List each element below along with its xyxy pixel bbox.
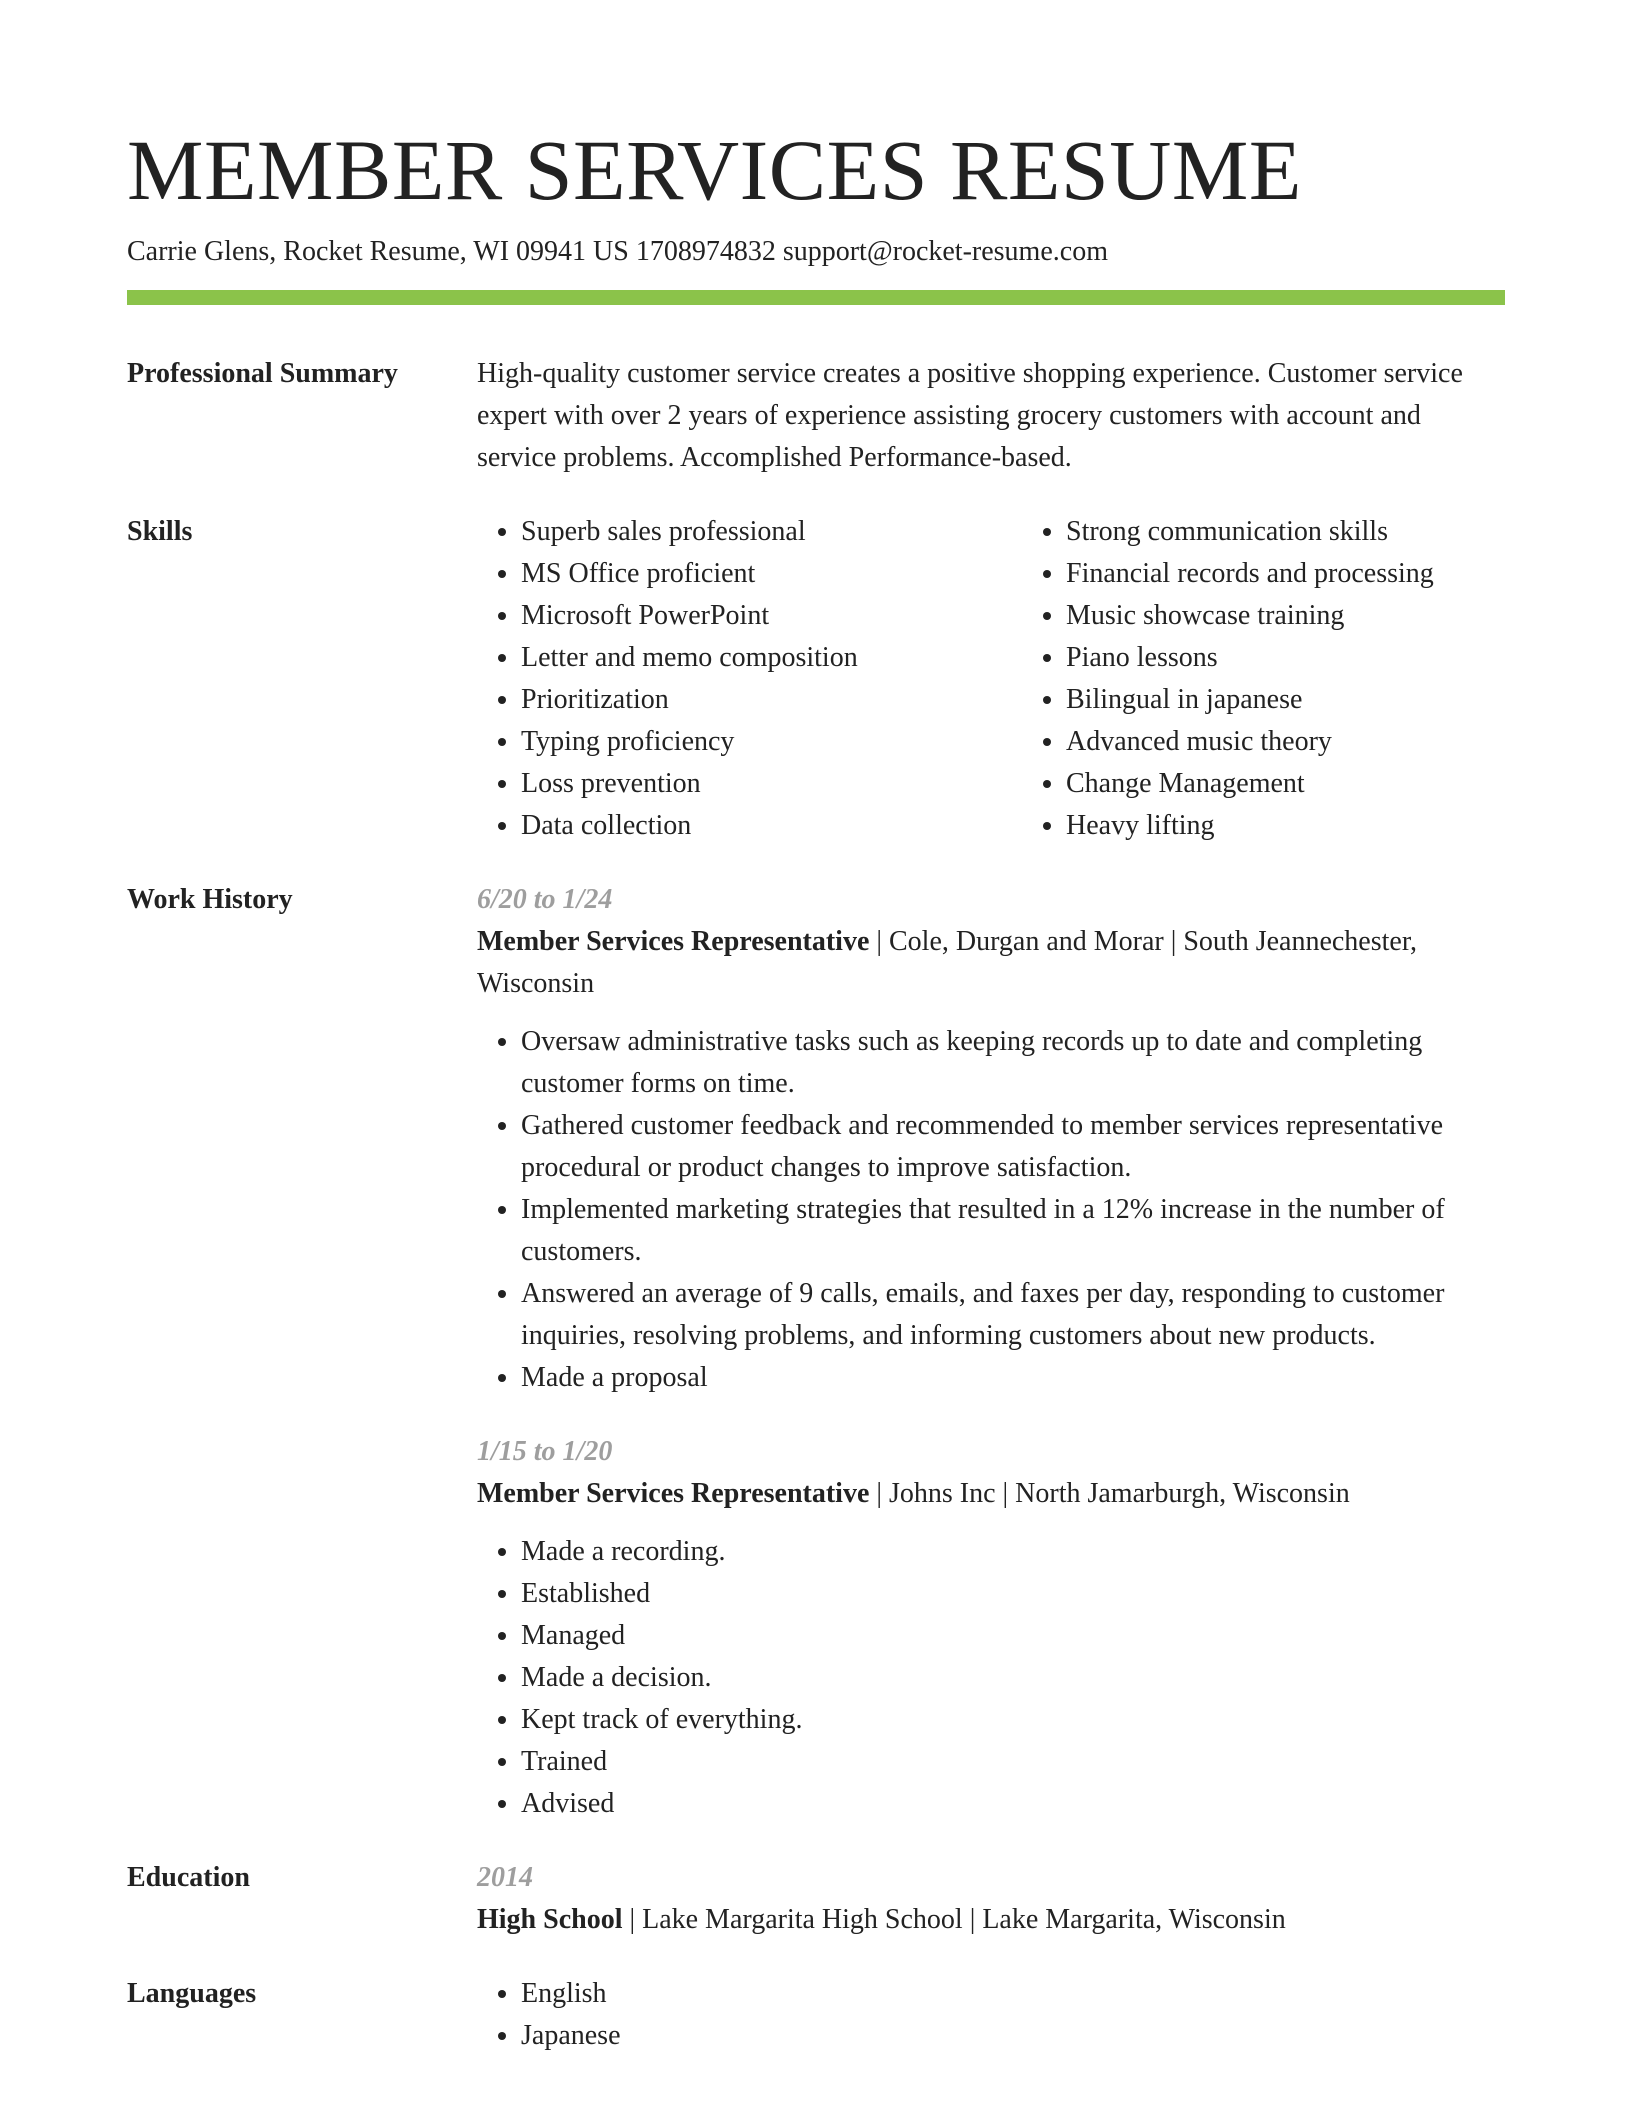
job-bullet: • Advised <box>521 1783 1505 1825</box>
section-label: Skills <box>127 516 193 547</box>
skill-item: • Advanced music theory <box>1066 721 1567 763</box>
job-entry <box>477 1431 1505 1825</box>
skills-columns <box>477 511 1567 847</box>
job-bullet: • Trained <box>521 1741 1505 1783</box>
job-bullet: • Made a proposal <box>521 1357 1505 1399</box>
job-dates: 1/15 to 1/20 <box>477 1436 613 1467</box>
job-bullet: • Kept track of everything. <box>521 1699 1505 1741</box>
section-label: Professional Summary <box>127 358 398 389</box>
section-label: Work History <box>127 884 293 915</box>
job-bullet: • Gathered customer feedback and recommended to member services representative procedural or product changes to improve satisfaction. <box>521 1105 1505 1189</box>
skill-item: • Data collection <box>521 805 1022 847</box>
language-item: • Japanese <box>521 2015 1505 2057</box>
skill-item: • Heavy lifting <box>1066 805 1567 847</box>
education-content <box>477 1857 1505 1941</box>
education-year: 2014 <box>477 1862 533 1893</box>
summary-text: High-quality customer service creates a positive shopping experience. Customer service expert with over 2 years of experience assisting grocery customers with account and service problems. Accomplished Performance-based. <box>477 358 1463 473</box>
education-degree: High School <box>477 1904 623 1935</box>
languages-list <box>477 1973 1505 2057</box>
skill-item: • Change Management <box>1066 763 1567 805</box>
language-item: • English <box>521 1973 1505 2015</box>
skill-item: • Typing proficiency <box>521 721 1022 763</box>
languages-content <box>477 1973 1505 2057</box>
job-bullet: • Answered an average of 9 calls, emails, and faxes per day, responding to customer inquiries, resolving problems, and informing customers about new products. <box>521 1273 1505 1357</box>
header-divider <box>127 290 1505 305</box>
resume-title: MEMBER SERVICES RESUME <box>127 122 1302 218</box>
job-bullet: • Oversaw administrative tasks such as keeping records up to date and completing customer forms on time. <box>521 1021 1505 1105</box>
contact-line: Carrie Glens, Rocket Resume, WI 09941 US 1708974832 support@rocket-resume.com <box>127 236 1108 267</box>
skill-item: • Music showcase training <box>1066 595 1567 637</box>
job-heading <box>477 1473 1505 1515</box>
job-bullets <box>477 1021 1505 1399</box>
section-label: Education <box>127 1862 250 1893</box>
job-bullet: • Implemented marketing strategies that resulted in a 12% increase in the number of customers. <box>521 1189 1505 1273</box>
skill-item: • Financial records and processing <box>1066 553 1567 595</box>
skill-item: • Superb sales professional <box>521 511 1022 553</box>
job-heading <box>477 921 1505 1005</box>
summary-section <box>127 353 1505 479</box>
job-dates: 6/20 to 1/24 <box>477 884 613 915</box>
skill-item: • Microsoft PowerPoint <box>521 595 1022 637</box>
skills-section <box>127 511 1505 847</box>
education-heading <box>477 1899 1505 1941</box>
job-bullet: • Established <box>521 1573 1505 1615</box>
job-details: | Cole, Durgan and Morar | South Jeannechester, Wisconsin <box>477 926 1418 999</box>
work-history-section <box>127 879 1505 1825</box>
skill-item: • Loss prevention <box>521 763 1022 805</box>
job-bullet: • Managed <box>521 1615 1505 1657</box>
skill-item: • Piano lessons <box>1066 637 1567 679</box>
skill-item: • Letter and memo composition <box>521 637 1022 679</box>
skill-item: • MS Office proficient <box>521 553 1022 595</box>
education-details: | Lake Margarita High School | Lake Margarita, Wisconsin <box>622 1904 1286 1935</box>
skill-item: • Bilingual in japanese <box>1066 679 1567 721</box>
work-history-content <box>477 879 1505 1825</box>
job-bullet: • Made a decision. <box>521 1657 1505 1699</box>
job-title: Member Services Representative <box>477 1478 870 1509</box>
skill-item: • Strong communication skills <box>1066 511 1567 553</box>
job-entry <box>477 879 1505 1399</box>
education-section <box>127 1857 1505 1941</box>
skill-item: • Prioritization <box>521 679 1022 721</box>
section-label: Languages <box>127 1978 257 2009</box>
job-bullet: • Made a recording. <box>521 1531 1505 1573</box>
job-title: Member Services Representative <box>477 926 870 957</box>
job-details: | Johns Inc | North Jamarburgh, Wisconsin <box>869 1478 1350 1509</box>
skills-list-left <box>477 511 1022 847</box>
skills-list-right <box>1022 511 1567 847</box>
languages-section <box>127 1973 1505 2057</box>
job-bullets <box>477 1531 1505 1825</box>
